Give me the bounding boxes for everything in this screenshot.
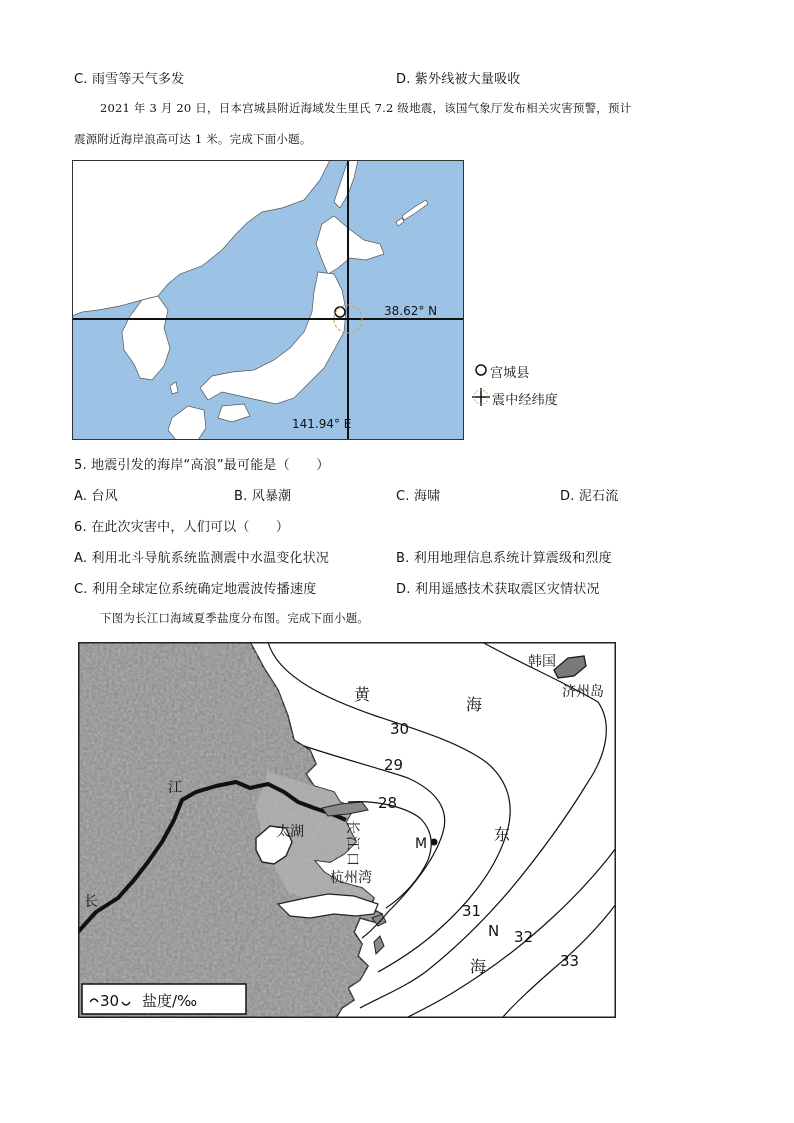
- isoline-label-28: 28: [378, 794, 398, 812]
- label-changjiangkou: [344, 820, 360, 868]
- legend-epicenter-label: 震中经纬度: [492, 393, 559, 408]
- label-taihu: 太湖: [276, 824, 304, 840]
- q5-option-d: D. 泥石流: [560, 489, 619, 504]
- q6-option-d: D. 利用遥感技术获取震区灾情状况: [396, 582, 600, 597]
- label-n: N: [488, 922, 500, 940]
- label-jeju: 济州岛: [562, 684, 604, 700]
- q6-option-a: A. 利用北斗导航系统监测震中水温变化状况: [74, 551, 330, 566]
- japan-earthquake-map: [72, 160, 464, 440]
- q5-option-b: B. 风暴潮: [234, 489, 292, 504]
- legend-county-label: 宫城县: [490, 366, 530, 381]
- label-hai-bottom: 海: [470, 957, 487, 976]
- q4-option-d: D. 紫外线被大量吸收: [396, 72, 521, 87]
- longitude-label: 141.94° E: [292, 417, 352, 431]
- isoline-label-32: 32: [514, 928, 534, 946]
- salinity-map: [78, 642, 616, 1018]
- label-huang: 黄: [354, 685, 371, 704]
- intro1-line1: 2021 年 3 月 20 日，日本宫城县附近海域发生里氏 7.2 级地震，该国气象厅发布相关灾害预警，预计: [100, 101, 632, 115]
- label-dong: 东: [494, 825, 511, 844]
- q6-option-b: B. 利用地理信息系统计算震级和烈度: [396, 551, 612, 566]
- latitude-label: 38.62° N: [384, 304, 438, 318]
- isoline-label-30: 30: [390, 720, 410, 738]
- label-hangzhouwan: 杭州湾: [330, 870, 372, 886]
- svg-text:长江口: 长江口: [344, 820, 360, 868]
- q5-option-c: C. 海啸: [396, 489, 441, 504]
- q4-option-c: C. 雨雪等天气多发: [74, 72, 185, 87]
- label-jiang: 江: [168, 780, 182, 796]
- isoline-label-31: 31: [462, 902, 482, 920]
- legend-value: 30: [100, 992, 120, 1010]
- intro2: 下图为长江口海域夏季盐度分布图。完成下面小题。: [100, 611, 370, 625]
- label-korea: 韩国: [528, 654, 556, 670]
- crosshair-icon: [472, 388, 490, 406]
- legend-label: 盐度/‰: [142, 992, 198, 1010]
- label-m: M: [415, 836, 428, 852]
- q5-stem: 5. 地震引发的海岸“高浪”最可能是（ ）: [74, 458, 330, 473]
- salinity-legend: [82, 984, 246, 1014]
- point-m: [431, 839, 438, 846]
- isoline-label-29: 29: [384, 756, 404, 774]
- q6-option-c: C. 利用全球定位系统确定地震波传播速度: [74, 582, 317, 597]
- q5-option-a: A. 台风: [74, 489, 118, 504]
- isoline-label-33: 33: [560, 952, 580, 970]
- q6-stem: 6. 在此次灾害中，人们可以（ ）: [74, 520, 290, 535]
- circle-icon: [474, 363, 488, 377]
- label-hai-top: 海: [466, 695, 483, 714]
- intro1-line2: 震源附近海岸浪高可达 1 米。完成下面小题。: [74, 132, 312, 146]
- label-chang: 长: [84, 894, 98, 910]
